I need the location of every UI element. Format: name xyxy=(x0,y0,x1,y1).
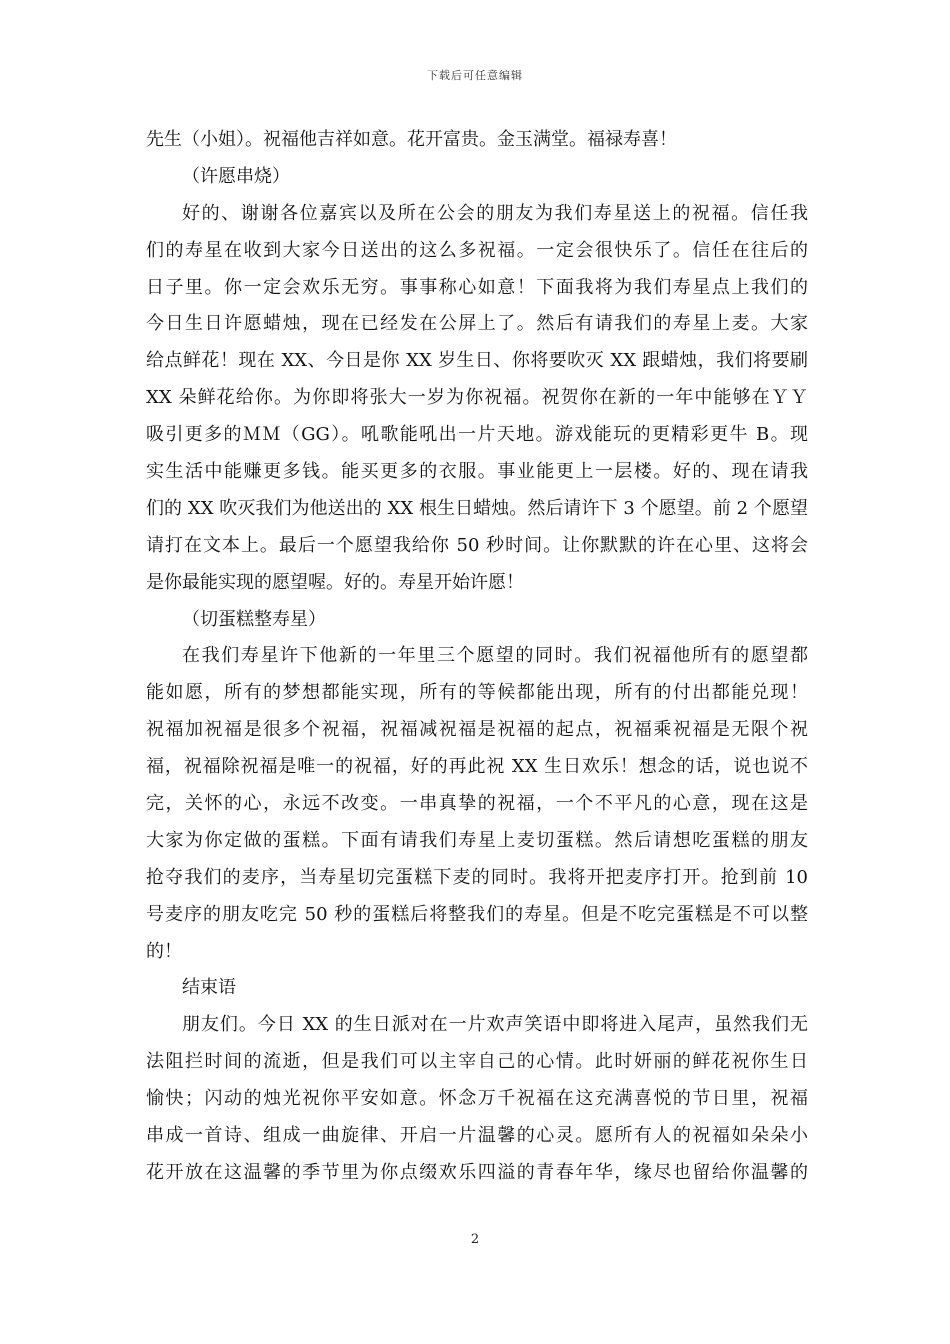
text-line: XX 朵鲜花给你。为你即将张大一岁为你祝福。祝贺你在新的一年中能够在ＹＹ xyxy=(146,387,808,409)
section-heading: （切蛋糕整寿星） xyxy=(182,608,326,630)
text-line: 们的 XX 吹灭我们为他送出的 XX 根生日蜡烛。然后请许下 3 个愿望。前 2 个愿望 xyxy=(146,497,808,519)
text-line: 实生活中能赚更多钱。能买更多的衣服。事业能更上一层楼。好的、现在请我 xyxy=(146,461,808,483)
text-line: 福，祝福除祝福是唯一的祝福，好的再此祝 XX 生日欢乐！想念的话，说也说不 xyxy=(146,756,808,778)
text-line: 吸引更多的ＭＭ（GG）。吼歌能吼出一片天地。游戏能玩的更精彩更牛 B。现 xyxy=(146,424,808,446)
text-line: 朋友们。今日 XX 的生日派对在一片欢声笑语中即将进入尾声，虽然我们无 xyxy=(182,1014,808,1036)
text-line: 的！ xyxy=(146,940,182,962)
text-line: 是你最能实现的愿望喔。好的。寿星开始许愿！ xyxy=(146,571,524,593)
text-line: 完，关怀的心，永远不改变。一串真挚的祝福，一个不平凡的心意，现在这是 xyxy=(146,793,808,815)
text-line: 大家为你定做的蛋糕。下面有请我们寿星上麦切蛋糕。然后请想吃蛋糕的朋友 xyxy=(146,829,808,851)
section-heading: （许愿串烧） xyxy=(182,165,290,187)
text-line: 给点鲜花！现在 XX、今日是你 XX 岁生日、你将要吹灭 XX 跟蜡烛，我们将要刷 xyxy=(146,350,808,372)
text-line: 祝福加祝福是很多个祝福，祝福减祝福是祝福的起点，祝福乘祝福是无限个祝 xyxy=(146,719,808,741)
page-number: 2 xyxy=(470,1232,480,1247)
text-line: 先生（小姐）。祝福他吉祥如意。花开富贵。金玉满堂。福禄寿喜！ xyxy=(146,129,677,150)
section-heading: 结束语 xyxy=(182,977,236,999)
text-line: 愉快；闪动的烛光祝你平安如意。怀念万千祝福在这充满喜悦的节日里，祝福 xyxy=(146,1088,808,1110)
text-line: 日子里。你一定会欢乐无穷。事事称心如意！下面我将为我们寿星点上我们的 xyxy=(146,276,808,298)
text-line: 能如愿，所有的梦想都能实现，所有的等候都能出现，所有的付出都能兑现！ xyxy=(146,682,808,704)
text-line: 请打在文本上。最后一个愿望我给你 50 秒时间。让你默默的许在心里、这将会 xyxy=(146,534,808,556)
page-header: 下载后可任意编辑 xyxy=(427,69,523,82)
text-line: 们的寿星在收到大家今日送出的这么多祝福。一定会很快乐了。信任在往后的 xyxy=(146,239,808,261)
text-line: 号麦序的朋友吃完 50 秒的蛋糕后将整我们的寿星。但是不吃完蛋糕是不可以整 xyxy=(146,903,808,925)
text-line: 今日生日许愿蜡烛，现在已经发在公屏上了。然后有请我们的寿星上麦。大家 xyxy=(146,313,808,335)
text-line: 花开放在这温馨的季节里为你点缀欢乐四溢的青春年华，缘尽也留给你温馨的 xyxy=(146,1161,808,1183)
text-line: 法阻拦时间的流逝，但是我们可以主宰自己的心情。此时妍丽的鲜花祝你生日 xyxy=(146,1051,808,1073)
document-body xyxy=(146,124,808,1194)
text-line: 串成一首诗、组成一曲旋律、开启一片温馨的心灵。愿所有人的祝福如朵朵小 xyxy=(146,1125,808,1147)
text-line: 在我们寿星许下他新的一年里三个愿望的同时。我们祝福他所有的愿望都 xyxy=(182,645,808,667)
text-line: 好的、谢谢各位嘉宾以及所在公会的朋友为我们寿星送上的祝福。信任我 xyxy=(182,202,808,224)
text-line: 抢夺我们的麦序，当寿星切完蛋糕下麦的同时。我将开把麦序打开。抢到前 10 xyxy=(146,866,808,888)
